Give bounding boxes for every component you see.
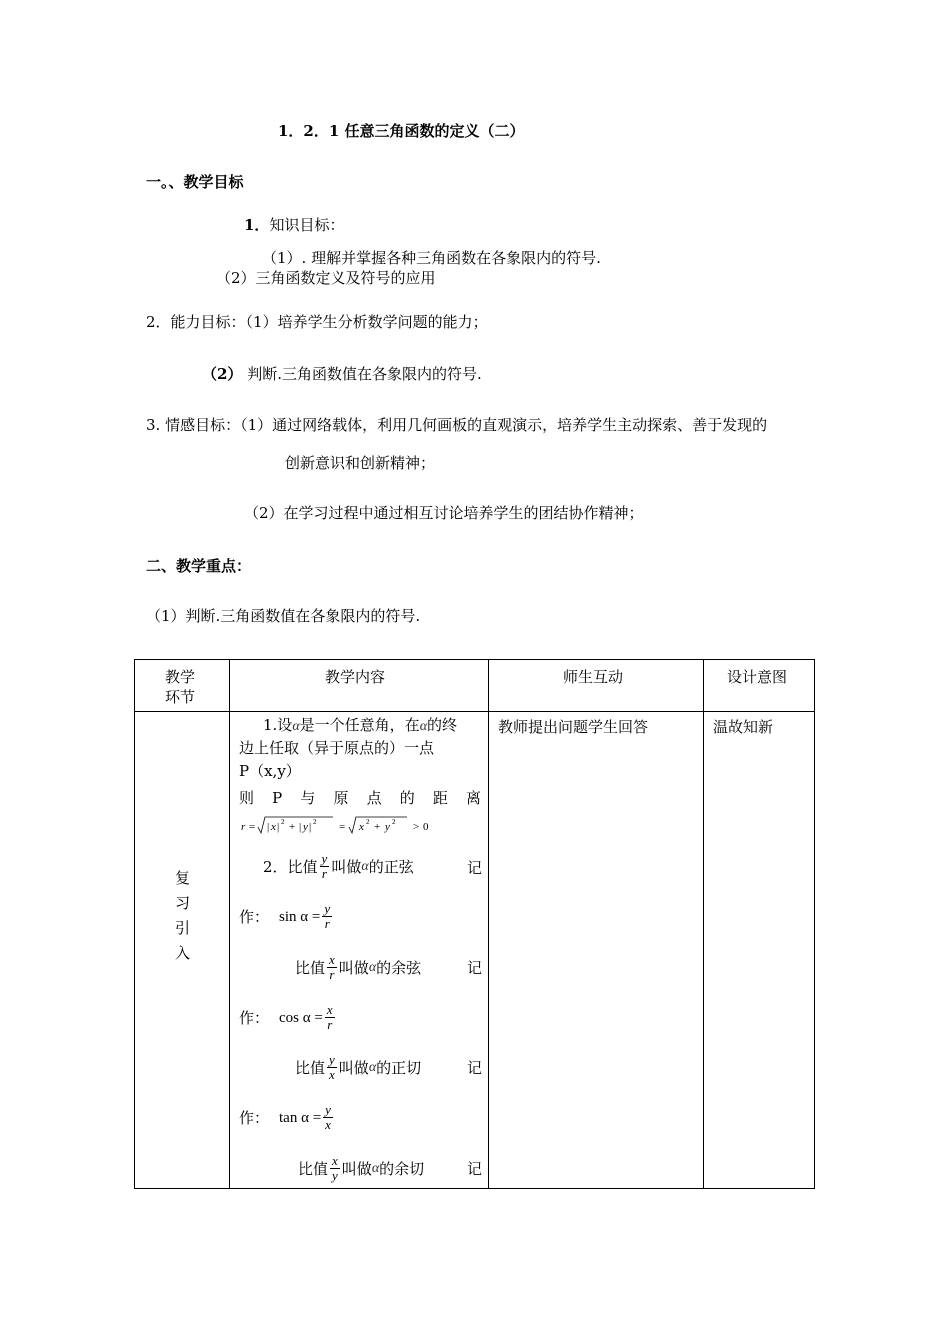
key-point-item-1: （1）判断.三角函数值在各象限内的符号.	[146, 607, 421, 625]
cosine-formula: 作： cos α = $\frac{x}{r}$	[239, 1002, 333, 1032]
header-intent: 设计意图	[727, 668, 788, 686]
header-stage: 教学 环节	[165, 668, 196, 706]
svg-text:+: +	[289, 821, 296, 833]
cotangent-definition: 比值 $\frac{x}{y}$ 叫做 α 的余切	[298, 1153, 425, 1183]
emotion-goal-line: 3. 情感目标：（1）通过网络载体，利用几何画板的直观演示，培养学生主动探索、善于发现的	[146, 416, 768, 434]
sine-formula: 作： sin α = $\frac{y}{r}$	[239, 901, 331, 931]
content-line-1: 1.设α是一个任意角，在α的终	[263, 716, 458, 734]
emotion-goal-continued: 创新意识和创新精神；	[285, 454, 436, 472]
tangent-formula: 作： tan α = $\frac{y}{x}$	[239, 1102, 331, 1132]
content-line-3: P（x,y）	[239, 762, 301, 780]
svg-text:x: x	[271, 821, 276, 833]
svg-text:2: 2	[313, 818, 317, 826]
svg-text:=: =	[339, 821, 346, 833]
content-line-2: 边上任取（异于原点的）一点	[239, 739, 435, 757]
svg-text:y: y	[303, 821, 308, 833]
intent-text: 温故知新	[713, 718, 774, 736]
ji-label: 记	[467, 859, 483, 877]
distance-formula-graphic	[239, 813, 449, 839]
svg-text:0: 0	[423, 821, 429, 833]
stage-review-intro: 复 习 引 入	[175, 869, 191, 962]
table-divider	[703, 660, 704, 1188]
knowledge-goal-title: 1．知识目标：	[244, 216, 345, 234]
svg-text:|: |	[299, 821, 302, 833]
ability-goal-item-2: （2） 判断.三角函数值在各象限内的符号.	[202, 365, 482, 383]
table-divider	[488, 660, 489, 1188]
header-content: 教学内容	[325, 668, 386, 686]
sine-definition: 2．比值 $\frac{y}{r}$ 叫做 α 的正弦	[263, 851, 414, 881]
ji-label: 记	[467, 1059, 483, 1077]
svg-text:y: y	[385, 821, 390, 833]
knowledge-goal-item-2: （2）三角函数定义及符号的应用	[216, 269, 436, 287]
header-interaction: 师生互动	[563, 668, 624, 686]
distance-formula	[239, 813, 449, 844]
svg-text:|: |	[309, 821, 312, 833]
interaction-text: 教师提出问题学生回答	[498, 718, 649, 736]
svg-text:|: |	[267, 821, 270, 833]
page-title: 1．2．1 任意三角函数的定义（二）	[278, 122, 525, 140]
ji-label: 记	[467, 959, 483, 977]
emotion-goal-item-2: （2）在学习过程中通过相互讨论培养学生的团结协作精神；	[244, 504, 644, 522]
knowledge-goal-item-1: （1）. 理解并掌握各种三角函数在各象限内的符号.	[262, 249, 601, 267]
cosine-definition: 比值 $\frac{x}{r}$ 叫做 α 的余弦	[295, 952, 422, 982]
svg-text:|: |	[277, 821, 280, 833]
lesson-table	[134, 659, 815, 1189]
tangent-definition: 比值 $\frac{y}{x}$ 叫做 α 的正切	[295, 1052, 422, 1082]
table-divider	[229, 660, 230, 1188]
content-line-4: 则 P 与 原 点 的 距 离	[239, 789, 481, 807]
table-divider	[135, 711, 814, 712]
svg-text:+: +	[374, 821, 381, 833]
section-heading-key-points: 二、教学重点：	[146, 557, 252, 575]
svg-text:x: x	[359, 821, 364, 833]
svg-text:=: =	[249, 821, 256, 833]
svg-text:2: 2	[281, 818, 285, 826]
ability-goal-line: 2．能力目标：（1）培养学生分析数学问题的能力；	[146, 313, 488, 331]
section-heading-objectives: 一。、教学目标	[146, 173, 244, 191]
svg-text:r: r	[241, 821, 246, 833]
svg-text:2: 2	[366, 818, 370, 826]
svg-text:2: 2	[392, 818, 396, 826]
svg-text:>: >	[413, 821, 420, 833]
ji-label: 记	[467, 1160, 483, 1178]
